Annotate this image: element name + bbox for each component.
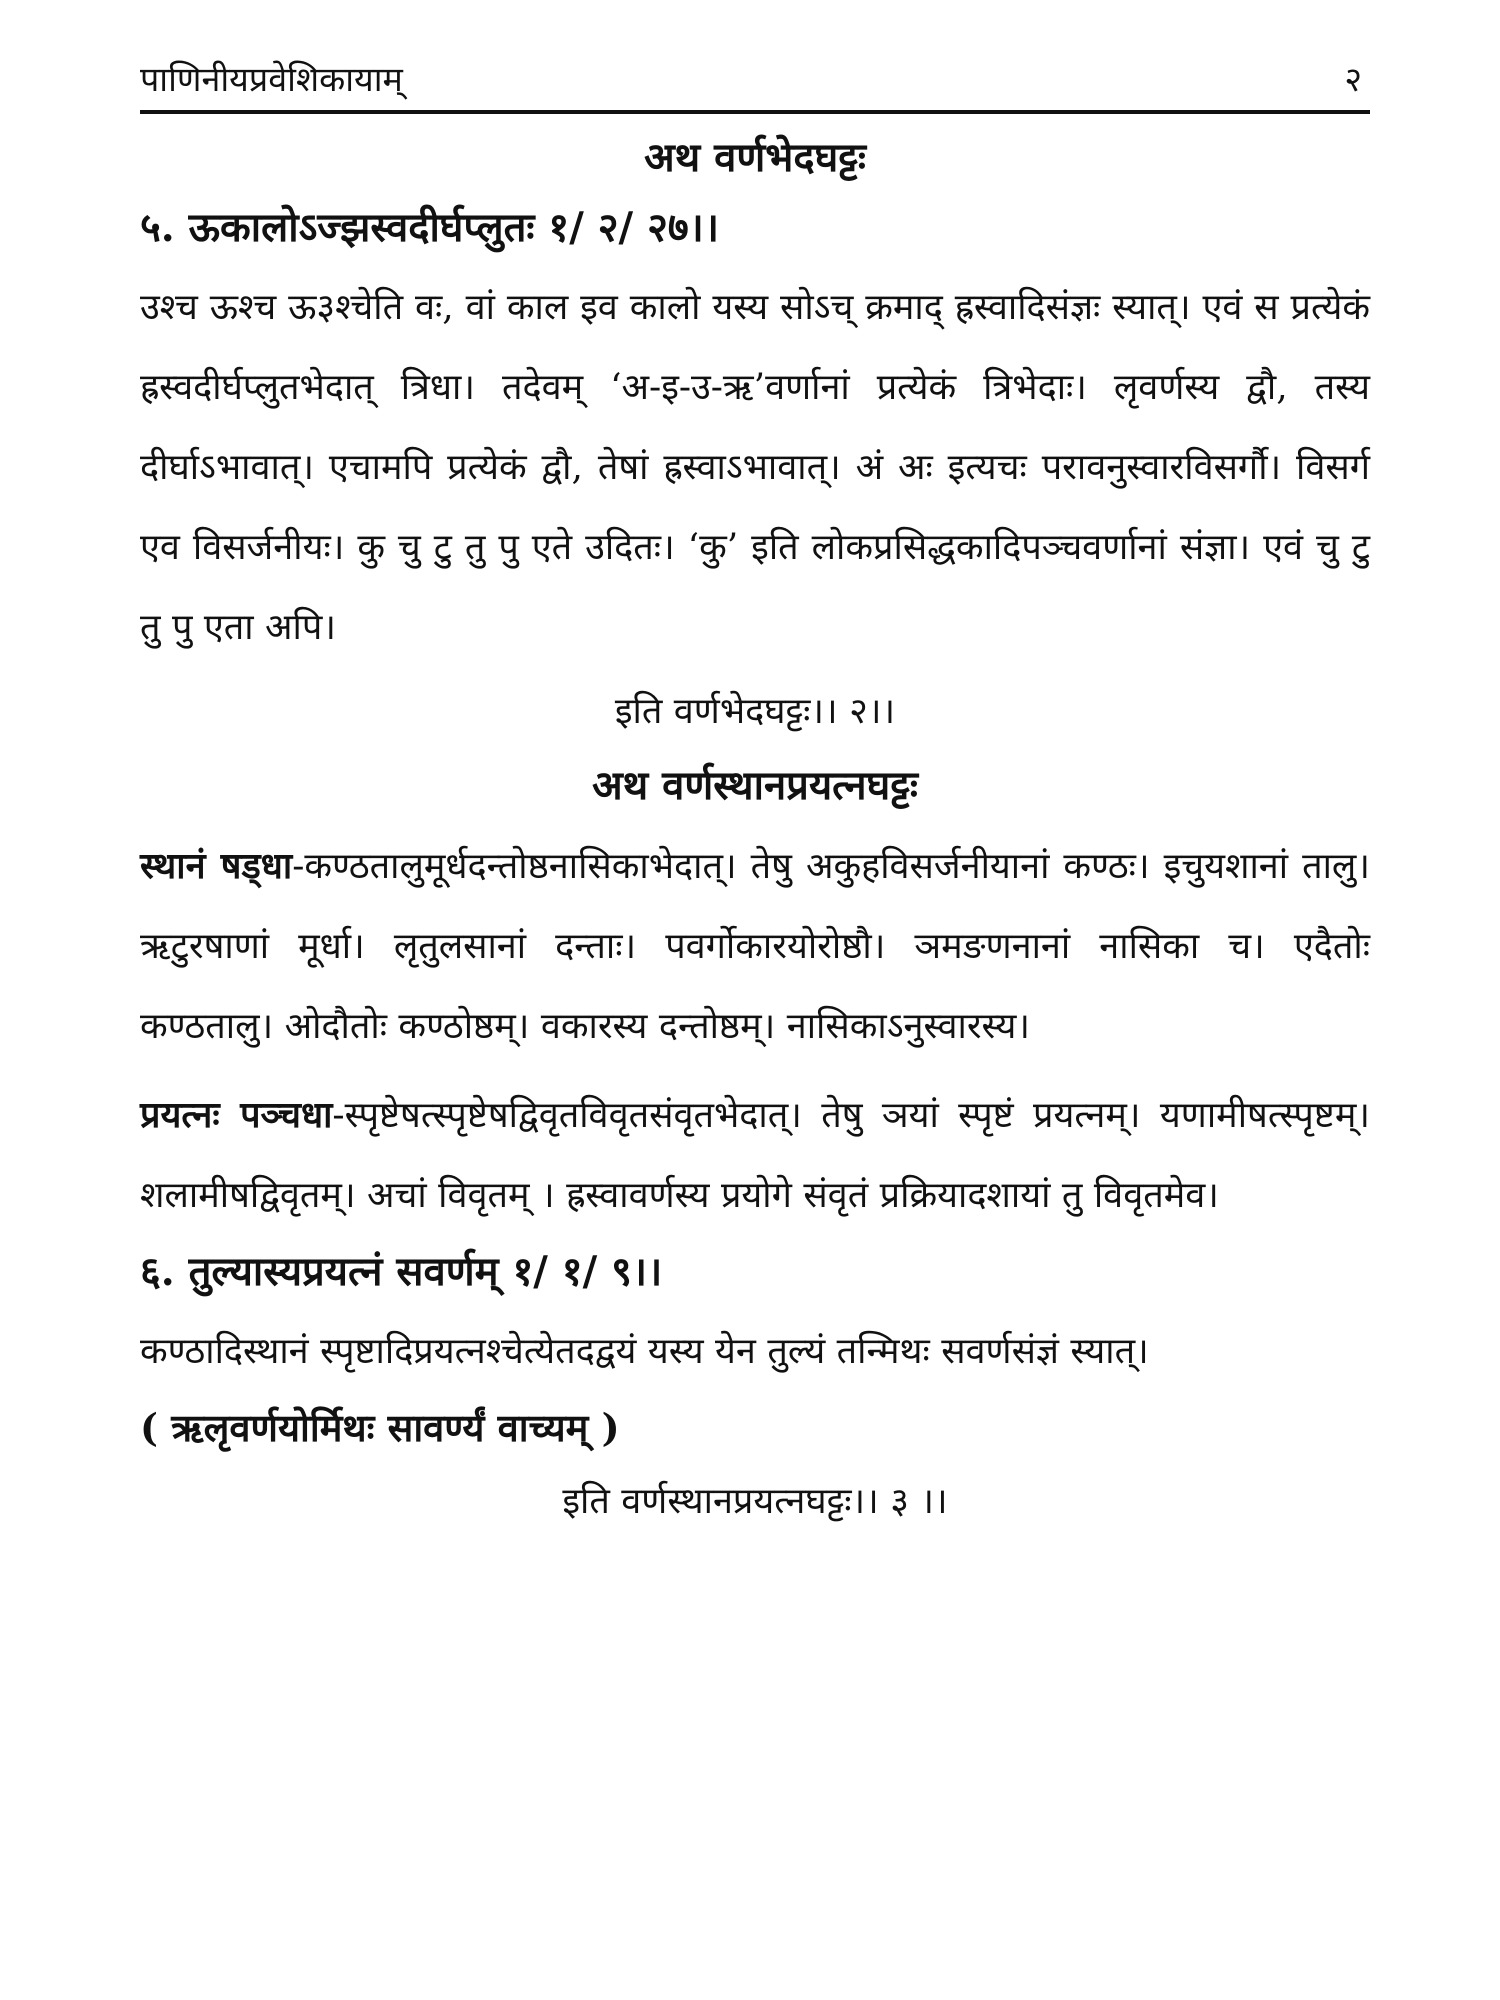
prayatna-label: प्रयत्नः पञ्चधा xyxy=(140,1094,333,1136)
prayatna-text: -स्पृष्टेषत्स्पृष्टेषद्विवृतविवृतसंवृतभेदात्। तेषु ञयां स्पृष्टं प्रयत्नम्। यणामीषत्स्पृष्टम्। शलामीषद्विवृतम्। अचां विवृतम् । ह्रस्वावर्णस्य प्रयोगे संवृतं प्रक्रियादशायां तु विवृतमेव। xyxy=(140,1095,1370,1216)
sutra-6: ६. तुल्यास्यप्रयत्नं सवर्णम् १/ १/ ९।। xyxy=(140,1248,663,1295)
sthana-text: -कण्ठतालुमूर्धदन्तोष्ठनासिकाभेदात्। तेषु अकुहविसर्जनीयानां कण्ठः। इचुयशानां तालु। ऋटुरषाणां मूर्धा। लृतुलसानां दन्ताः। पवर्गोकारयोरोष्ठौ। ञमङणनानां नासिका च। एदैतोः कण्ठतालु। ओदौतोः कण्ठोष्ठम्। वकारस्य दन्तोष्ठम्। नासिकाऽनुस्वारस्य। xyxy=(140,846,1370,1047)
book-page xyxy=(140,50,1370,1950)
sutra-6-commentary: कण्ठादिस्थानं स्पृष्टादिप्रयत्नश्चेत्येतदद्वयं यस्य येन तुल्यं तन्मिथः सवर्णसंज्ञं स्यात्। xyxy=(140,1331,1149,1372)
running-header xyxy=(140,50,1370,114)
commentary-paragraph-1: उश्च ऊश्च ऊ३श्चेति वः, वां काल इव कालो यस्य सोऽच् क्रमाद् ह्रस्वादिसंज्ञः स्यात्। एवं स प्रत्येकं ह्रस्वदीर्घप्लुतभेदात् त्रिधा। तदेवम् ‘अ-इ-उ-ऋ’वर्णानां प्रत्येकं त्रिभेदाः। लृवर्णस्य द्वौ, तस्य दीर्घाऽभावात्। एचामपि प्रत्येकं द्वौ, तेषां ह्रस्वाऽभावात्। अं अः इत्यचः परावनुस्वारविसर्गौ। विसर्ग एव विसर्जनीयः। कु चु टु तु पु एते उदितः। ‘कु’ इति लोकप्रसिद्धकादिपञ्चवर्णानां संज्ञा। एवं चु टु तु पु एता अपि। xyxy=(140,287,1370,648)
book-title: पाणिनीयप्रवेशिकायाम् xyxy=(140,60,403,100)
section-heading-varnabheda: अथ वर्णभेदघट्टः xyxy=(644,134,866,181)
prayatna-paragraph xyxy=(140,1075,1370,1236)
vartika: ( ऋलृवर्णयोर्मिथः सावर्ण्यं वाच्यम् ) xyxy=(140,1405,620,1450)
sthana-label: स्थानं षड्धा xyxy=(140,845,293,887)
colophon-section-2: इति वर्णभेदघट्टः।। २।। xyxy=(614,691,896,732)
sthana-paragraph xyxy=(140,826,1370,1067)
page-number: २ xyxy=(1344,60,1362,100)
section-heading-sthana-prayatna: अथ वर्णस्थानप्रयत्नघट्टः xyxy=(592,762,918,809)
sutra-5: ५. ऊकालोऽज्झस्वदीर्घप्लुतः १/ २/ २७।। xyxy=(140,204,720,251)
colophon-section-3: इति वर्णस्थानप्रयत्नघट्टः।। ३ ।। xyxy=(562,1481,948,1522)
